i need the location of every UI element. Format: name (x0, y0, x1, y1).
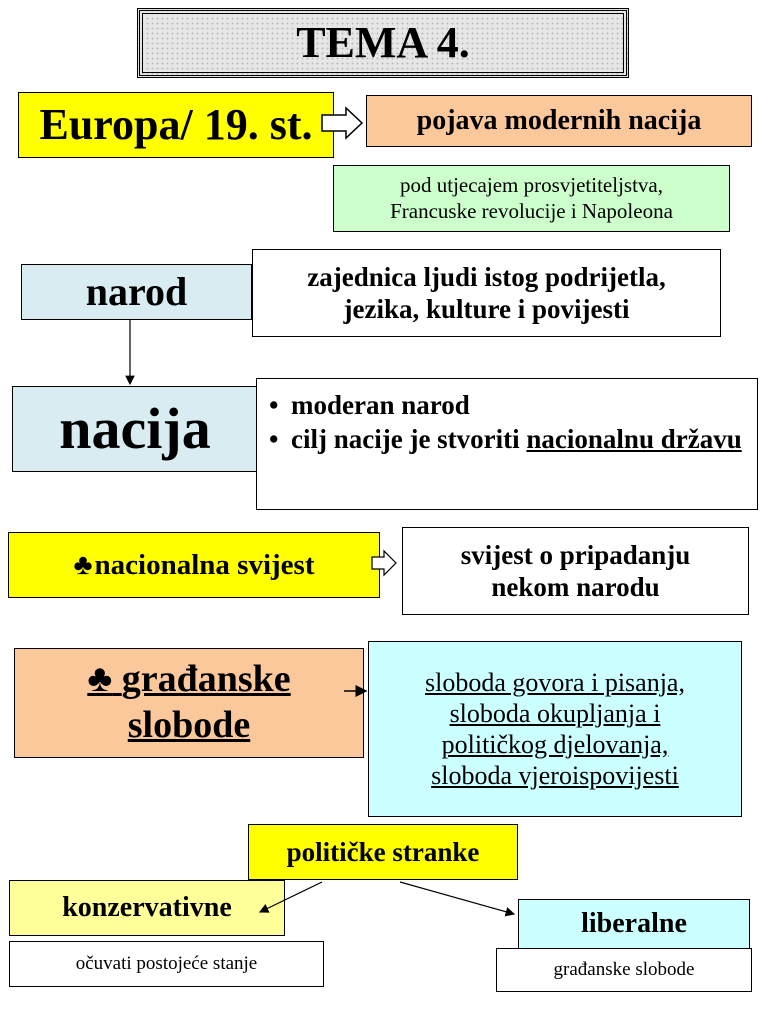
cause-line-2: Francuske revolucije i Napoleona (390, 198, 673, 223)
sloboda-item: sloboda govora i pisanja, (425, 667, 685, 697)
liberalne-desc-box (496, 948, 752, 992)
cause-line-1: pod utjecajem prosvjetiteljstva, (399, 173, 663, 198)
narod-box (21, 264, 252, 320)
gradjanske-slobode-box (14, 648, 364, 758)
svijest-def-line-1: svijest o pripadanju (460, 539, 691, 570)
page-title (137, 8, 629, 78)
pojava-label: pojava modernih nacija (416, 105, 702, 137)
nacija-bullet-2-text: cilj nacije je stvoriti (291, 424, 527, 455)
narod-def-line-2: jezika, kulture i povijesti (343, 294, 630, 324)
liberalne-box (518, 899, 750, 949)
narod-definition-box (252, 249, 721, 337)
nacija-bullet-1 (269, 389, 745, 421)
nacija-box (12, 386, 258, 472)
svijest-definition-box (402, 527, 749, 615)
liberalne-desc: građanske slobode (553, 958, 695, 980)
europa-label: Europa/ 19. st. (39, 99, 313, 149)
konzervativne-desc: očuvati postojeće stanje (75, 952, 258, 974)
sloboda-item: političkog djelovanja, (441, 730, 669, 759)
pojava-box (366, 95, 752, 147)
liberalne-label: liberalne (581, 908, 687, 940)
nacija-definition-box (256, 378, 758, 510)
politicke-stranke-box (248, 824, 518, 880)
politicke-stranke-label: političke stranke (286, 836, 480, 867)
nacija-bullet-2 (269, 423, 745, 455)
slobode-list-box (368, 641, 742, 817)
club-icon: ♣ (73, 548, 93, 581)
page-title-text: TEMA 4. (296, 17, 470, 67)
gradjanske-label-2: slobode (127, 704, 251, 746)
sloboda-item: sloboda okupljanja i (449, 698, 661, 728)
nacija-label: nacija (59, 396, 211, 462)
sloboda-item: sloboda vjeroispovijesti (431, 761, 679, 791)
narod-def-line-1: zajednica ljudi istog podrijetla, (307, 261, 666, 292)
konzervativne-box (9, 880, 285, 936)
cause-box (333, 165, 730, 232)
narod-label: narod (85, 269, 188, 314)
gradjanske-line-1 (87, 657, 290, 703)
club-icon: ♣ (87, 658, 113, 701)
nacionalna-svijest-box (8, 532, 380, 598)
konzervativne-label: konzervativne (62, 892, 232, 924)
nacionalna-svijest-label: nacionalna svijest (94, 548, 315, 581)
nacija-bullet-1-text: moderan narod (291, 390, 470, 420)
nacionalna-drzava-term: nacionalnu državu (526, 424, 742, 455)
gradjanske-label-1: građanske (121, 658, 291, 701)
svijest-def-line-2: nekom narodu (491, 572, 660, 602)
europa-box (18, 92, 334, 158)
stranke-to-liberalne-arrow (400, 882, 514, 914)
konzervativne-desc-box (9, 941, 324, 987)
